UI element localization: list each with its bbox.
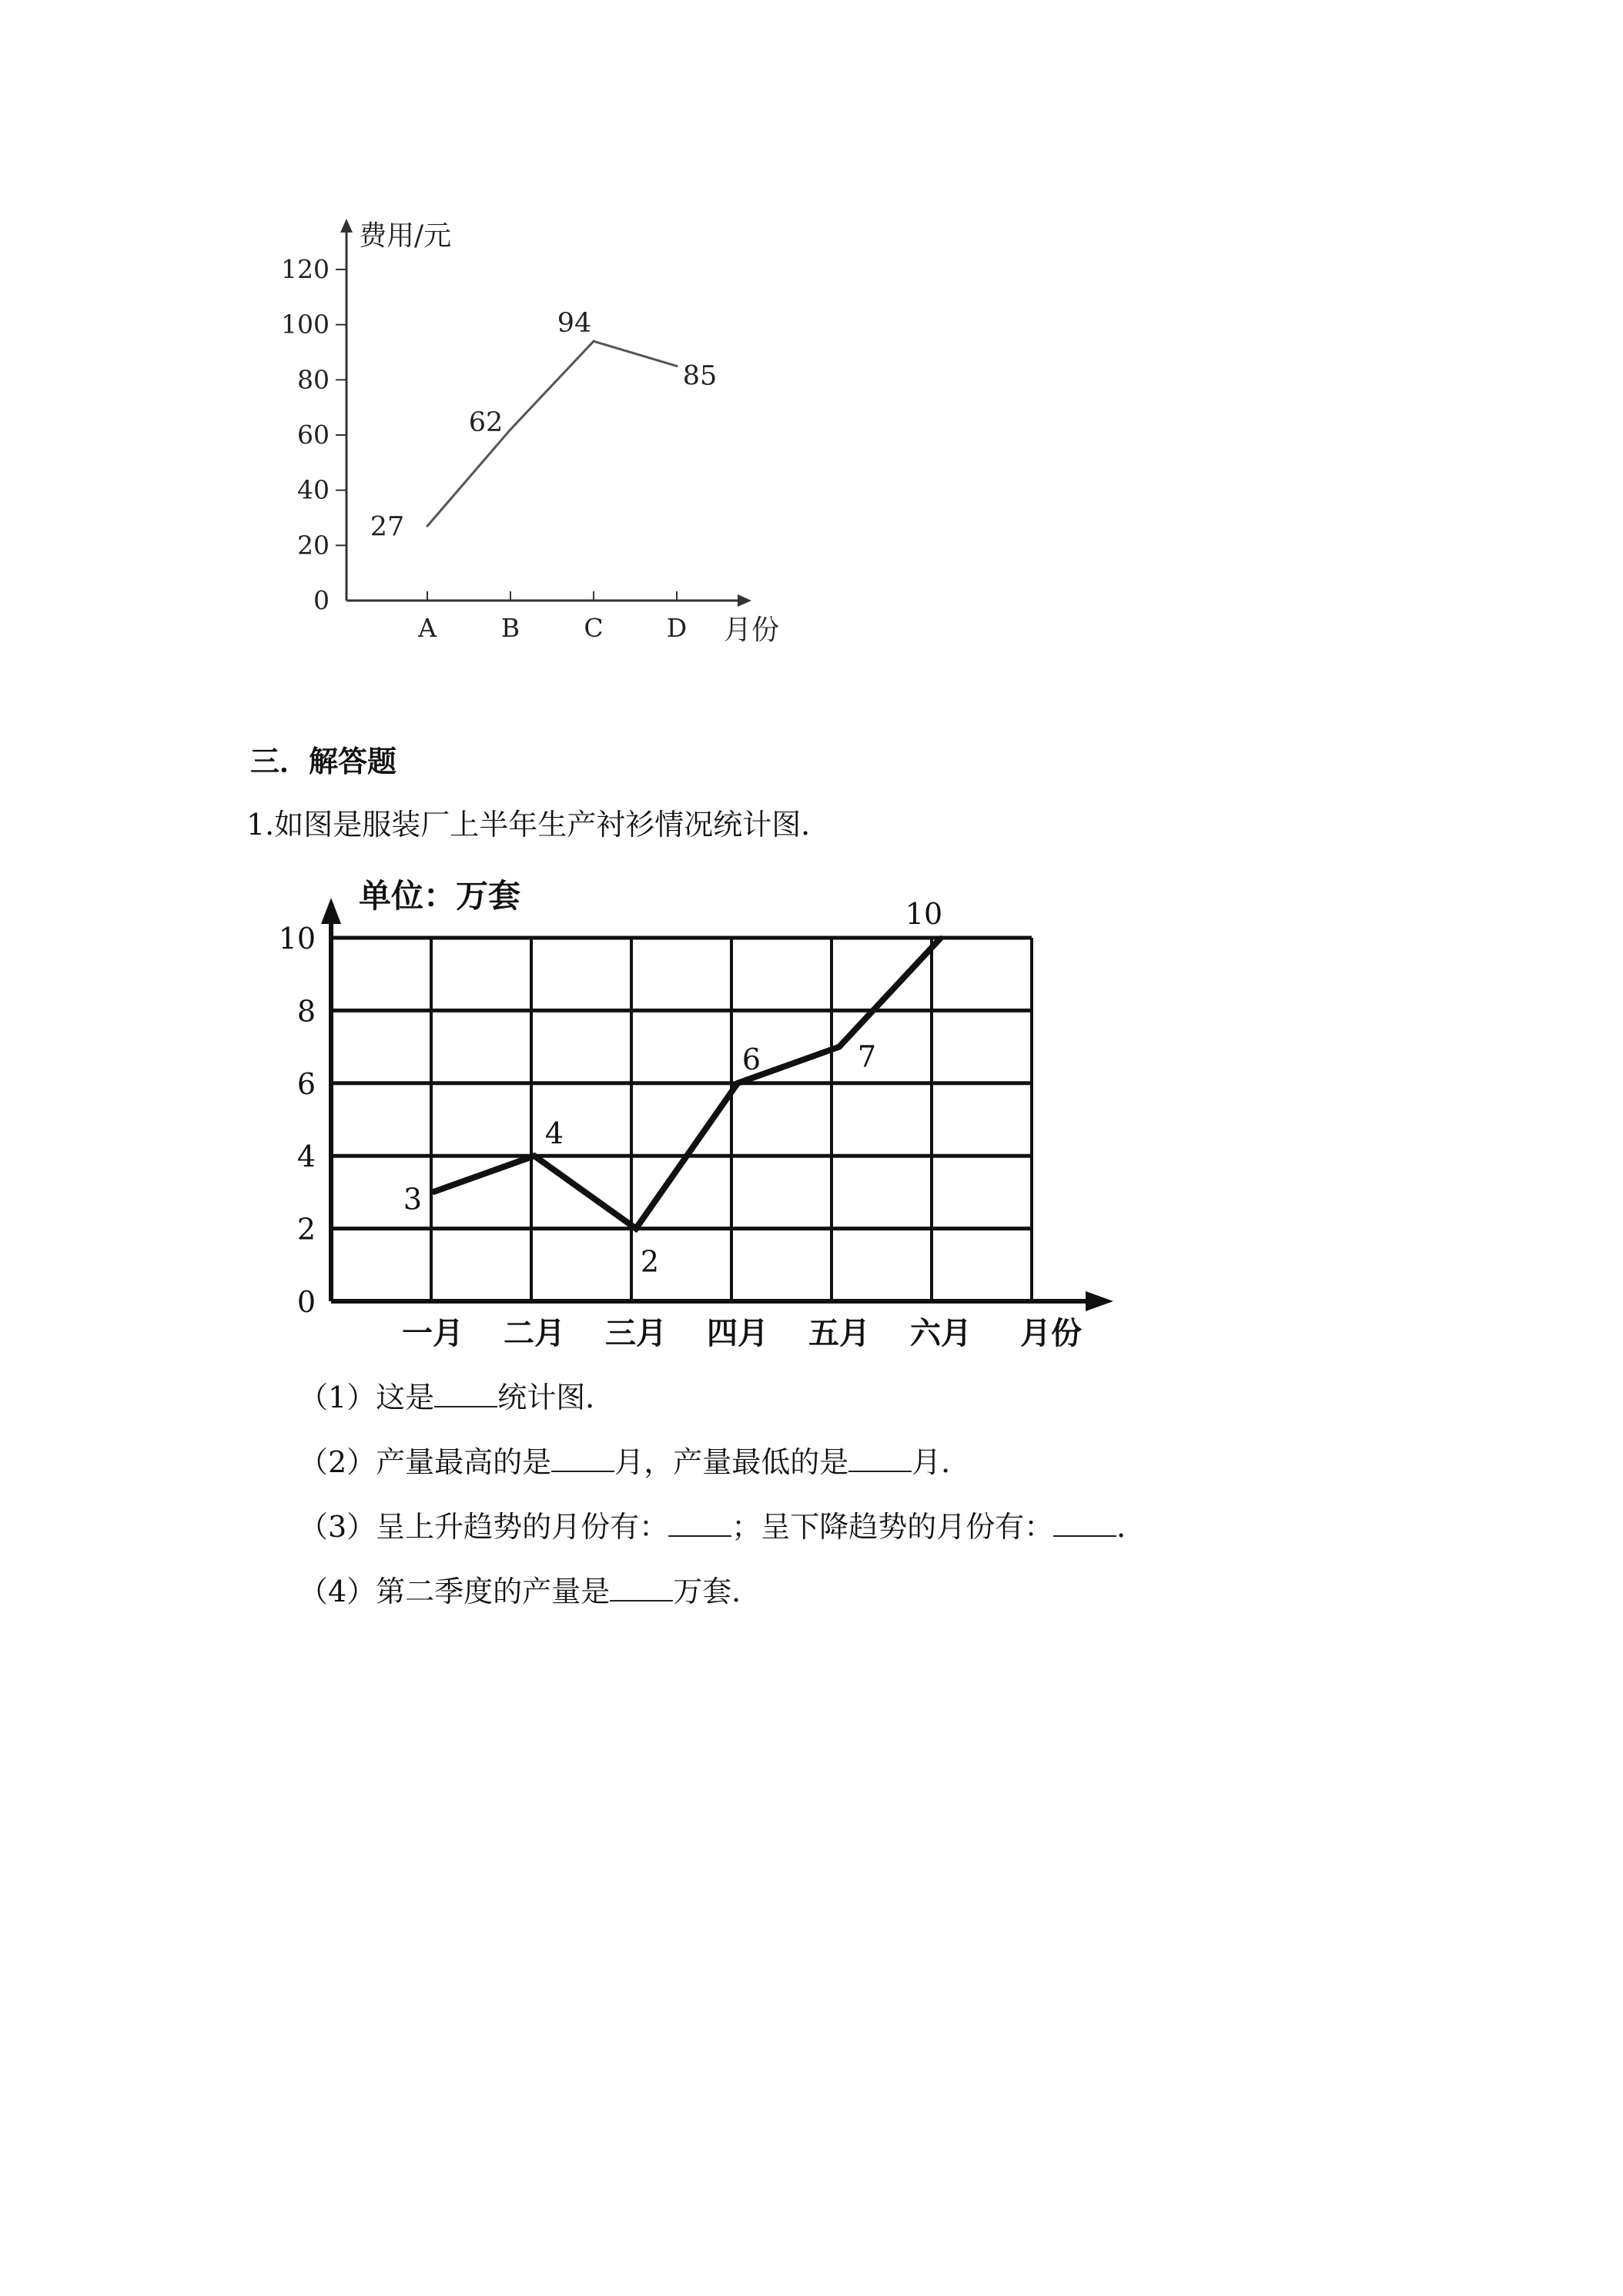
data-point [735,1081,740,1086]
data-point [634,1227,638,1231]
sub-question-text: ；呈下降趋势的月份有： [731,1510,1054,1544]
answer-blank[interactable] [610,1574,673,1602]
data-point [837,1045,842,1049]
sub-question-2 [299,1443,1146,1508]
x-axis-title: 月份 [724,614,780,646]
y-tick-label: 0 [313,585,330,615]
x-tick-label: 四月 [707,1315,768,1351]
x-tick-label: 六月 [910,1315,972,1351]
x-axis-title: 月份 [1020,1315,1082,1351]
data-label: 10 [905,897,943,931]
data-label: 62 [468,407,504,438]
sub-question-text: （2）产量最高的是 [299,1445,552,1479]
data-label: 7 [857,1039,877,1074]
x-axis-arrow [738,594,751,607]
y-axis-title: 费用/元 [359,220,452,252]
y-tick-label: 20 [297,530,330,561]
data-label: 27 [370,511,405,543]
y-tick-label: 80 [297,364,330,395]
y-axis-arrow [321,898,341,924]
y-tick-label: 40 [297,474,330,505]
sub-question-text: （4）第二季度的产量是 [299,1575,611,1608]
y-tick-label: 8 [296,994,316,1029]
y-tick-label: 100 [281,309,330,340]
data-point [532,1153,537,1158]
answer-blank[interactable] [848,1444,912,1472]
y-tick-label: 120 [281,254,330,284]
answer-blank[interactable] [668,1509,731,1537]
data-label: 85 [682,360,718,392]
sub-question-3 [299,1508,1146,1572]
x-tick-label: A [418,613,437,643]
data-label: 4 [544,1116,564,1151]
x-tick-label: 一月 [402,1315,463,1351]
answer-blank[interactable] [1053,1509,1116,1537]
x-tick-label: D [666,613,688,643]
question-1: 1.如图是服装厂上半年生产衬衫情况统计图． [246,808,831,842]
data-label: 94 [557,308,592,340]
sub-question-list [299,1378,1146,1637]
y-tick-label: 2 [296,1212,316,1247]
sub-question-text: （3）呈上升趋势的月份有： [299,1510,669,1544]
section-title: 三．解答题 [250,745,397,778]
data-line [427,341,677,526]
sub-question-1 [299,1378,1146,1443]
data-point [593,340,595,343]
y-tick-label: 60 [297,420,330,450]
y-tick-label: 6 [296,1066,316,1101]
sub-question-text: 万套． [673,1575,761,1608]
data-label: 3 [403,1182,423,1217]
sub-question-text: ． [1116,1510,1146,1544]
sub-question-text: （1）这是 [299,1381,435,1414]
y-tick-label: 4 [296,1140,316,1174]
expense-line-chart [0,0,1623,693]
y-axis-arrow [340,219,353,233]
data-point [510,428,512,430]
sub-question-text: 月，产量最低的是 [614,1445,849,1479]
x-tick-label: 三月 [605,1315,667,1351]
sub-question-text: 月． [912,1445,971,1479]
data-label: 2 [640,1244,660,1279]
x-tick-label: B [500,613,520,643]
data-label: 6 [741,1042,761,1076]
x-axis-arrow [1086,1291,1113,1311]
y-axis-title: 单位：万套 [359,877,521,915]
shirt-production-line-chart [0,847,1623,1386]
x-tick-label: C [584,613,604,643]
data-point [939,935,943,940]
sub-question-text: 统计图． [497,1381,615,1414]
data-point [430,1190,435,1194]
y-tick-label: 0 [296,1285,316,1319]
x-tick-label: 二月 [504,1315,565,1351]
data-point [676,365,678,367]
sub-question-4 [299,1572,1146,1637]
answer-blank[interactable] [434,1380,497,1407]
x-tick-label: 五月 [808,1315,870,1351]
y-tick-label: 10 [278,922,316,956]
answer-blank[interactable] [551,1444,614,1472]
data-point [427,525,429,527]
